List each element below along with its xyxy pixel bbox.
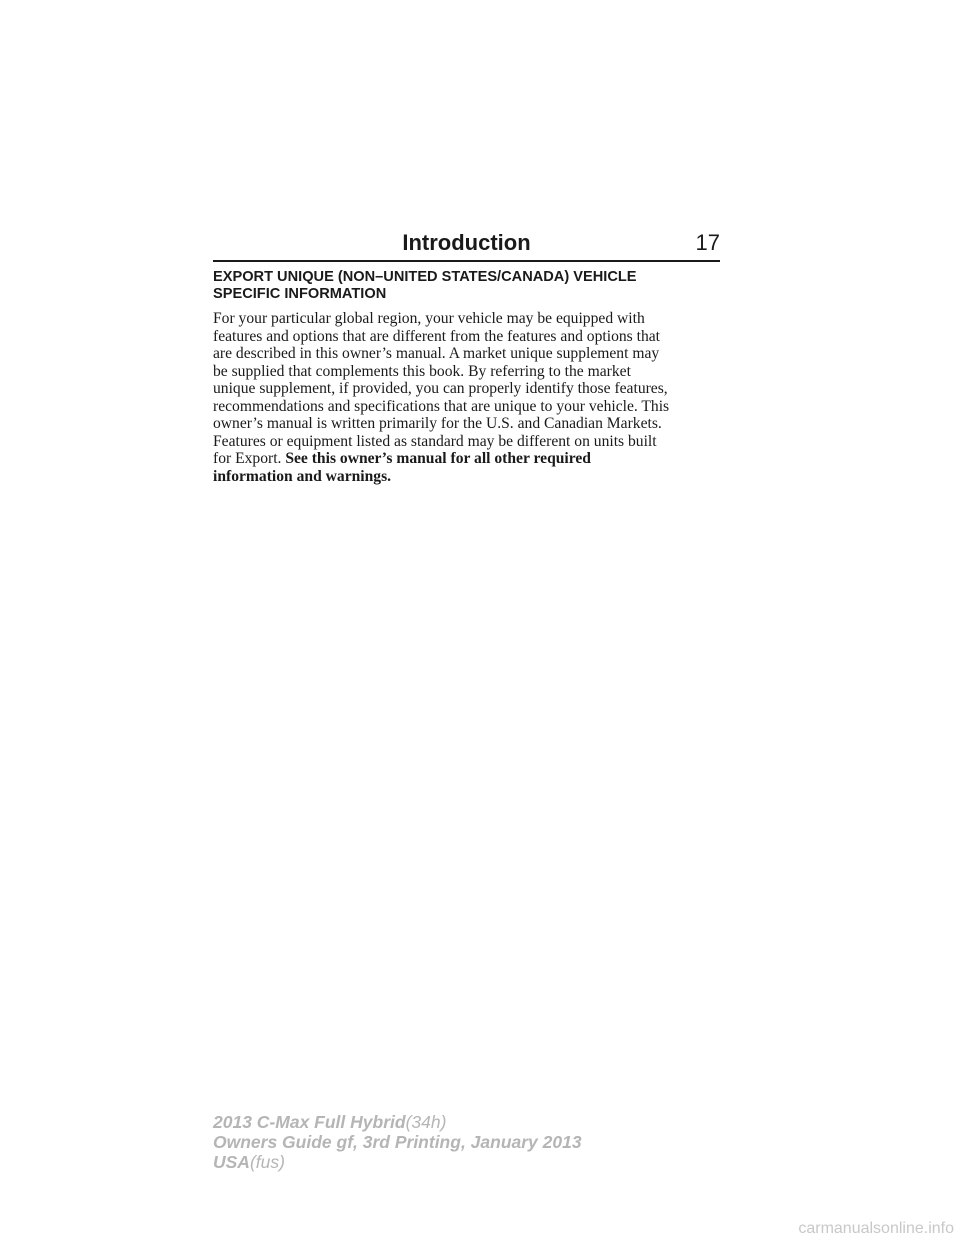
body-line: recommendations and specifications that are unique to your vehicle. This [213, 397, 670, 415]
body-line [213, 468, 723, 486]
footer-line [213, 1132, 582, 1152]
footer-model-code: (34h) [405, 1112, 447, 1132]
footer-line [213, 1152, 582, 1172]
body-line: features and options that are different from the features and options that [213, 327, 661, 345]
chapter-title: Introduction [402, 230, 531, 255]
body-line-plain: for Export. [213, 450, 286, 467]
export-info-section [213, 269, 723, 485]
body-line: For your particular global region, your vehicle may be equipped with [213, 310, 645, 327]
body-line-bold: See this owner’s manual for all other required [285, 450, 591, 467]
watermark: carmanualsonline.info [798, 1220, 954, 1237]
footer-printing: Owners Guide gf, 3rd Printing, January 2013 [213, 1132, 582, 1152]
body-line-bold: information and warnings. [213, 467, 392, 485]
page-header [213, 226, 720, 262]
page-footer [213, 1112, 582, 1172]
body-line: be supplied that complements this book. By referring to the market [213, 362, 631, 380]
section-heading-line: SPECIFIC INFORMATION [213, 286, 387, 302]
footer-market-code: (fus) [249, 1152, 285, 1172]
footer-market: USA [213, 1152, 250, 1172]
body-line: unique supplement, if provided, you can properly identify those features, [213, 380, 668, 397]
section-heading [213, 269, 723, 303]
body-line: owner’s manual is written primarily for the U.S. and Canadian Markets. [213, 415, 662, 432]
section-heading-line: EXPORT UNIQUE (NON–UNITED STATES/CANADA) VEHICLE [213, 269, 637, 285]
body-line: Features or equipment listed as standard may be different on units built [213, 432, 657, 450]
body-line [213, 450, 723, 468]
section-body [213, 310, 723, 485]
page-number: 17 [695, 230, 720, 255]
body-line: are described in this owner’s manual. A market unique supplement may [213, 345, 660, 362]
footer-line [213, 1112, 582, 1132]
footer-model: 2013 C-Max Full Hybrid [213, 1112, 406, 1132]
